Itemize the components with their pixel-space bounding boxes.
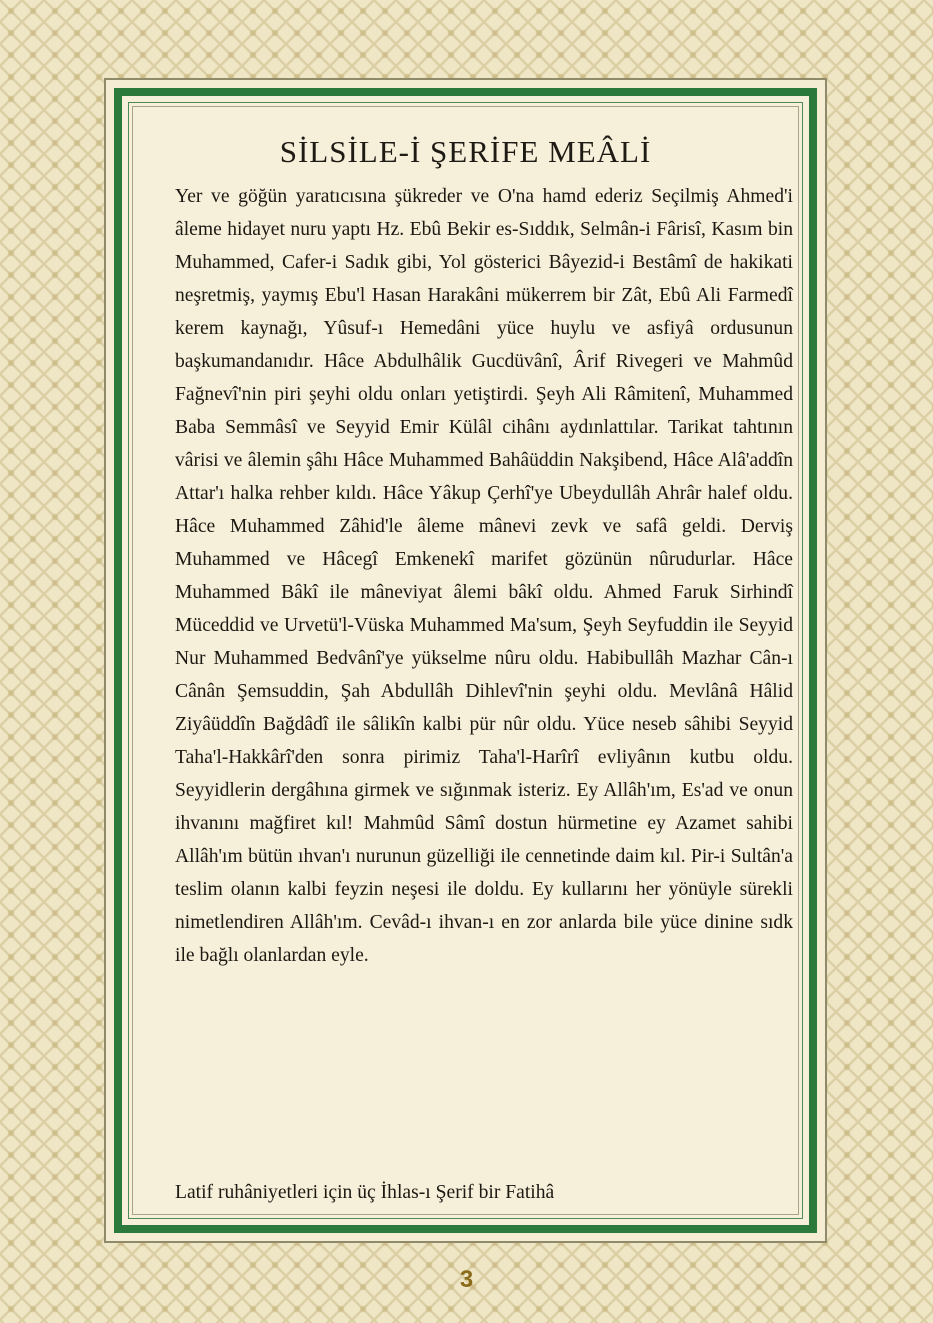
- page-title: SİLSİLE-İ ŞERİFE MEÂLİ: [279, 134, 652, 169]
- body-paragraph: Yer ve göğün yaratıcısına şükreder ve O'na hamd ederiz Seçilmiş Ahmed'i âleme hidayet nuru yaptı Hz. Ebû Bekir es-Sıddık, Selmân-i Fârisî, Kasım bin Muhammed, Cafer-i Sadık gibi, Yol gösterici Bâyezid-i Bestâmî de hakikati neşretmiş, yaymış Ebu'l Hasan Harakâni mükerrem bir Zât, Ebû Ali Farmedî kerem kaynağı, Yûsuf-ı Hemedâni yüce huylu ve asfiyâ ordusunun başkumandanıdır. Hâce Abdulhâlik Gucdüvânî, Ârif Rivegeri ve Mahmûd Fağnevî'nin piri şeyhi oldu onları yetiştirdi. Şeyh Ali Râmitenî, Muhammed Baba Semmâsî ve Seyyid Emir Külâl cihânı aydınlattılar. Tarikat tahtının vârisi ve âlemin şâhı Hâce Muhammed Bahâüddin Nakşibend, Hâce Alâ'addîn Attar'ı halka rehber kıldı. Hâce Yâkup Çerhî'ye Ubeydullâh Ahrâr halef oldu. Hâce Muhammed Zâhid'le âleme mânevi zevk ve safâ geldi. Derviş Muhammed ve Hâcegî Emkenekî marifet gözünün nûrudurlar. Hâce Muhammed Bâkî ile mâneviyat âlemi bâkî oldu. Ahmed Faruk Sirhindî Müceddid ve Urvetü'l-Vüska Muhammed Ma'sum, Şeyh Seyfuddin ile Seyyid Nur Muhammed Bedvânî'ye yükselme nûru oldu. Habibullâh Mazhar Cân-ı Cânân Şemsuddin, Şah Abdullâh Dihlevî'nin şeyhi oldu. Mevlânâ Hâlid Ziyâüddîn Bağdâdî ile sâlikîn kalbi pür nûr oldu. Yüce neseb sâhibi Seyyid Taha'l-Hakkârî'den sonra pirimiz Taha'l-Harîrî evliyânın kutbu oldu. Seyyidlerin dergâhına girmek ve sığınmak isteriz. Ey Allâh'ım, Es'ad ve onun ihvanını mağfiret kıl! Mahmûd Sâmî dostun hürmetine ey Azamet sahibi Allâh'ım bütün ıhvan'ı nurunun güzelliği ile cennetinde daim kıl. Pir-i Sultân'a teslim olanın kalbi feyzin neşesi ile doldu. Ey kullarını her yönüyle sürekli nimetlendiren Allâh'ım. Cevâd-ı ihvan-ı en zor anlarda bile yüce dinine sıdk ile bağlı olanlardan eyle.: [175, 186, 793, 966]
- green-border: [114, 88, 817, 1233]
- ornamental-frame: [104, 78, 827, 1243]
- closing-line: Latif ruhâniyetleri için üç İhlas-ı Şerif bir Fatihâ: [175, 1182, 555, 1203]
- page-number: 3: [459, 1266, 474, 1293]
